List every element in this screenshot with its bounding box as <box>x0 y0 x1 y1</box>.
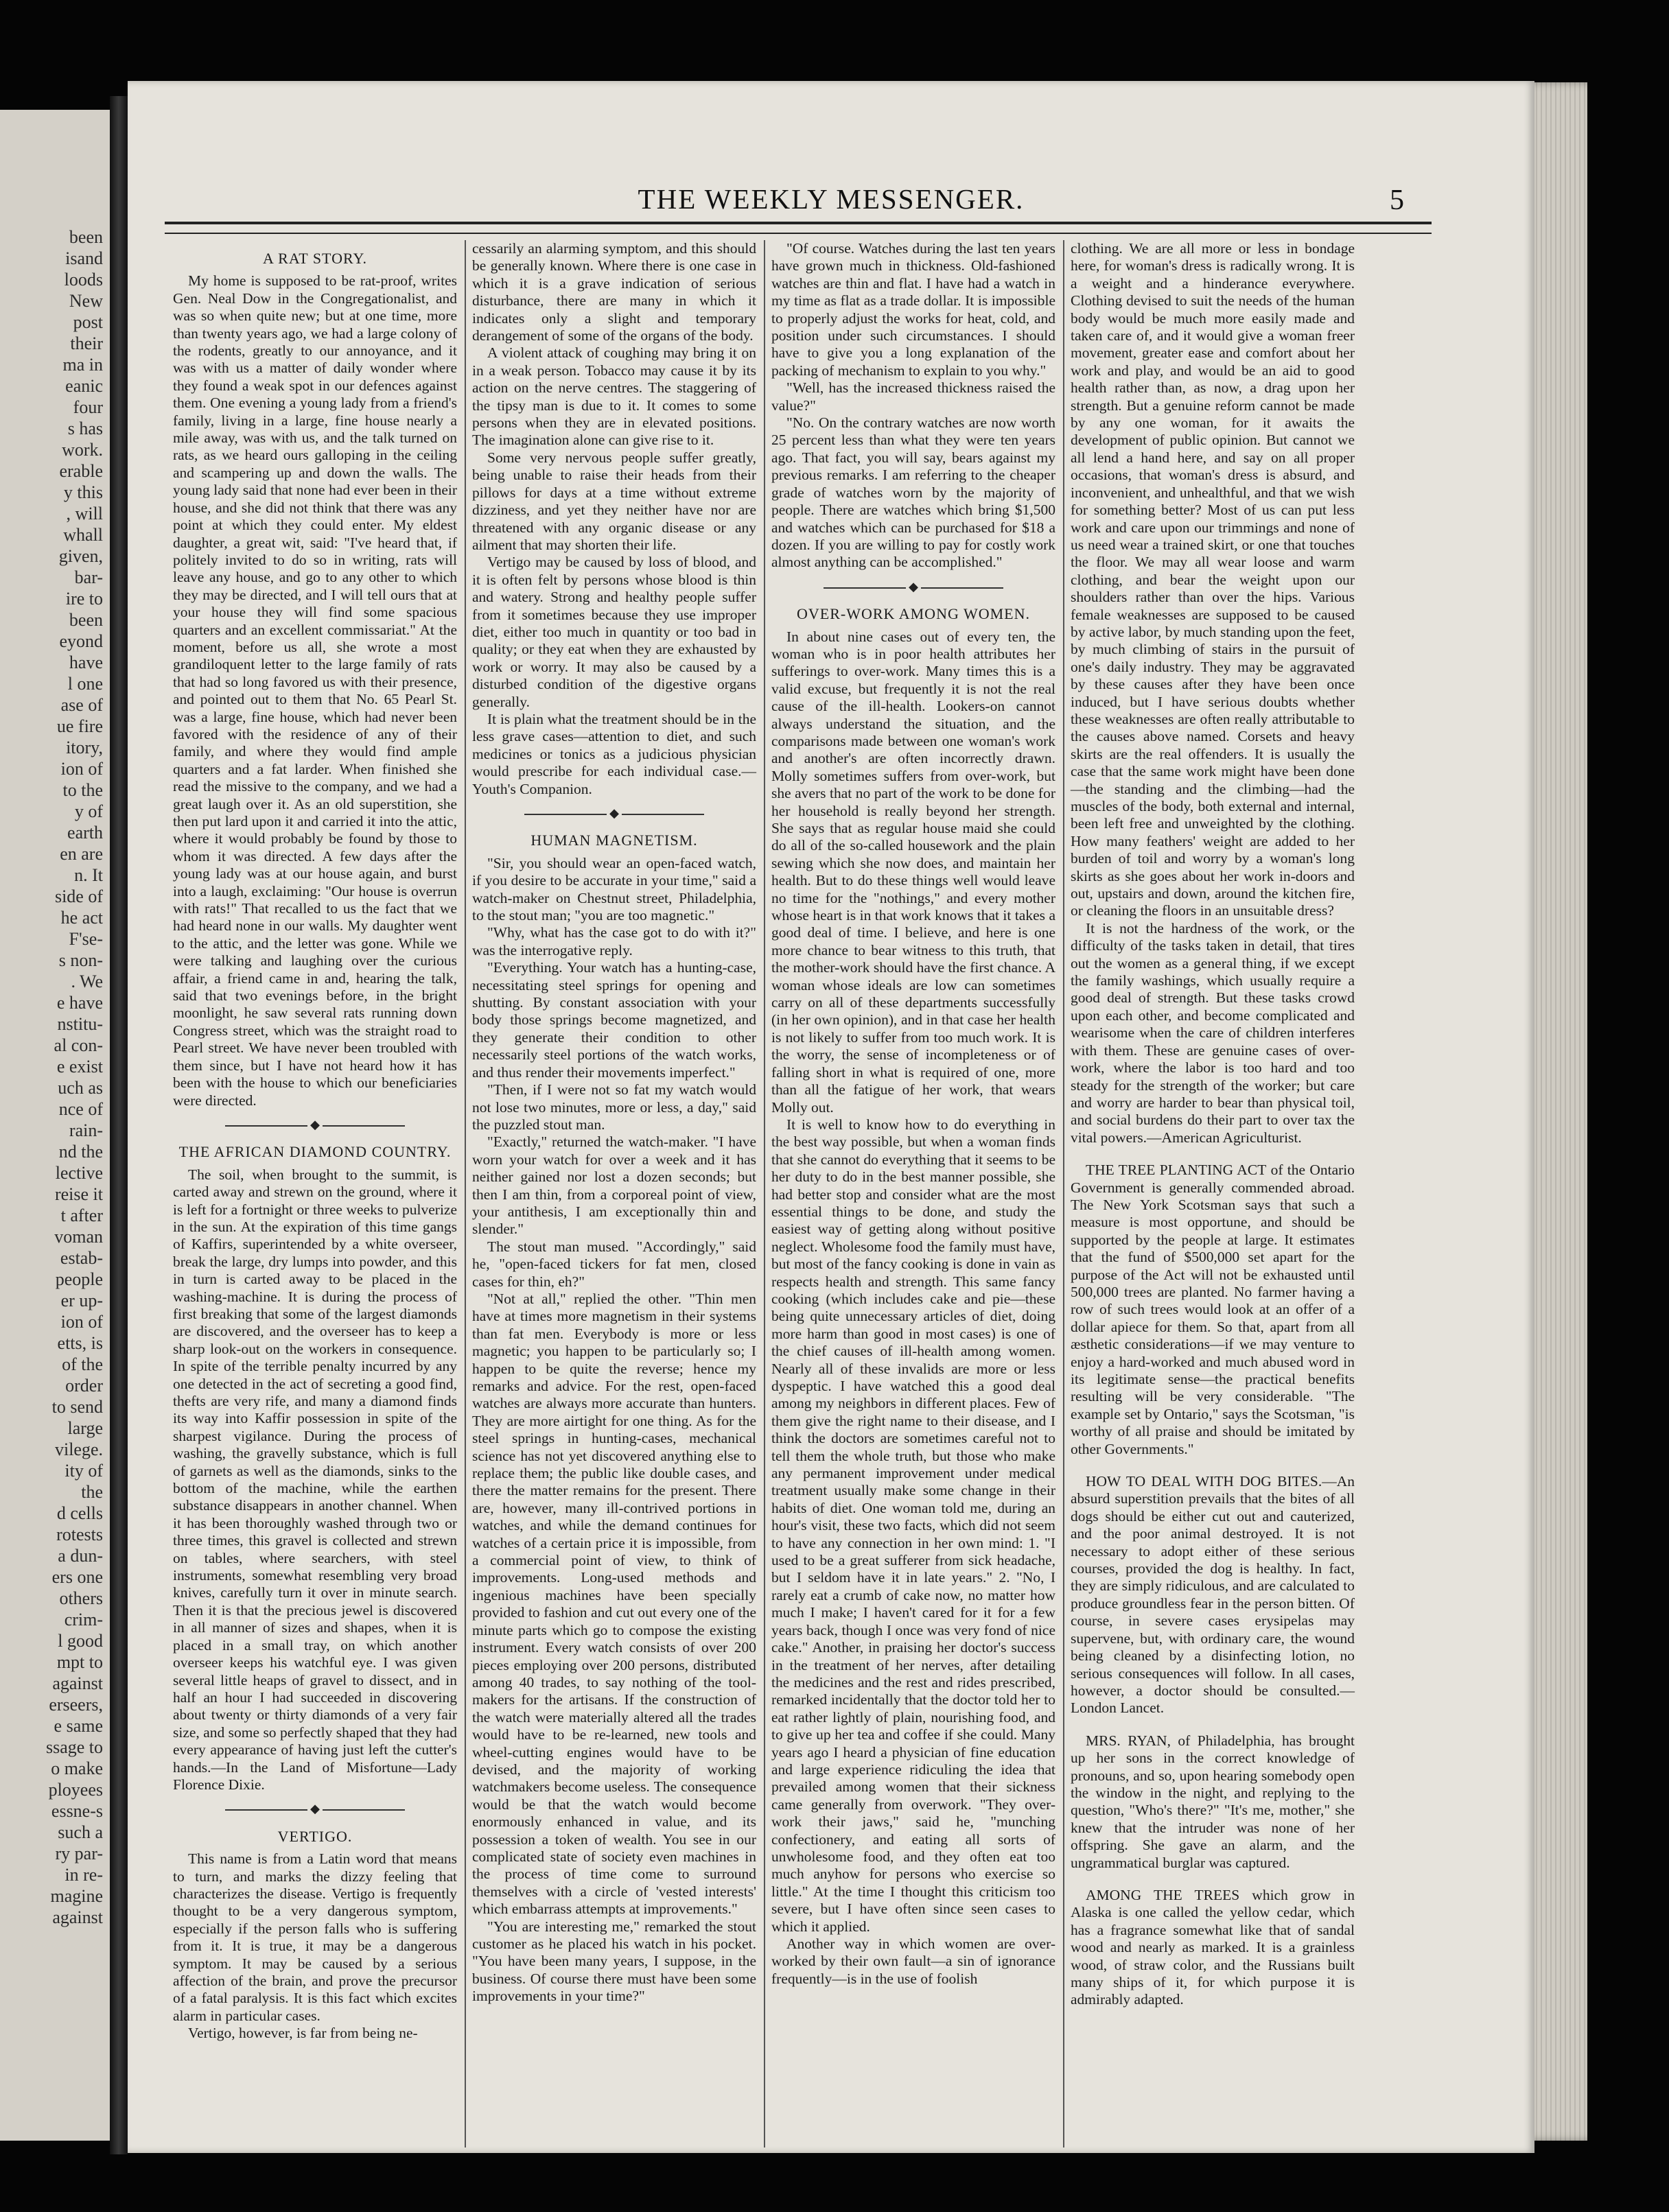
prev-page-fragment: e exist <box>56 1057 103 1076</box>
header-rule <box>165 222 1432 234</box>
paragraph-text: "Of course. Watches during the last ten years have grown much in thickness. Old-fashioned watches are thin and flat. I have had a watch in my time as flat as a trade dollar. It is impossible to properly adjust the works for heat, cold, and position under such circumstances. I should have to give you a long explanation of the packing of mechanism to explain to you why." <box>771 240 1055 379</box>
paragraph-text: —An absurd superstition prevails that the bites of all dogs should be either cut out and cauterized, and the poor animal destroyed. It is not necessary to adopt either of these serious courses, provided the dog is healthy. In fact, they are simply ridiculous, and are calculated to produce groundless fear in the person bitten. Of course, in severe cases erysipelas may supervene, but, with ordinary care, the wound being cleaned by a disinfecting lotion, no serious consequences will follow. In all cases, however, a doctor should be consulted.—London Lancet. <box>1071 1473 1355 1717</box>
paragraph-text: of the Ontario Government is generally commended abroad. The New York Scotsman says that such a measure is most opportune, and should be supported by the people at large. It estimates that the fund of $500,000 set apart for the purpose of the Act will not be exhausted until 500,000 trees are planted. No farmer having a row of such trees would look at an offer of a dollar apiece for them. So that, apart from all æsthetic considerations—if we may venture to enjoy a hard-worked and much abused word in its legitimate sense—the practical benefits resulting will be very considerable. "The example set by Ontario," says the Scotsman, "is worthy of all praise and should be imitated by other Governments." <box>1071 1162 1355 1457</box>
section-divider: ◆ <box>173 1116 457 1133</box>
article-paragraph <box>472 449 756 554</box>
article-paragraph <box>472 959 756 1081</box>
article-paragraph <box>472 855 756 925</box>
prev-page-fragment: uch as <box>58 1078 103 1098</box>
article-paragraph <box>472 1291 756 1918</box>
prev-page-fragment: ire to <box>65 589 103 609</box>
prev-page-fragment: ployees <box>48 1780 103 1800</box>
column-3 <box>771 240 1055 1988</box>
article-paragraph <box>1071 920 1355 1146</box>
column-4 <box>1071 240 1355 2009</box>
prev-page-fragment: estab- <box>60 1248 103 1268</box>
prev-page-fragment: ers one <box>51 1567 103 1587</box>
prev-page-fragment: ssage to <box>45 1737 103 1757</box>
prev-page-fragment: ion of <box>60 759 103 779</box>
article-paragraph <box>472 1133 756 1238</box>
prev-page-fragment: been <box>69 610 103 630</box>
paragraph-text: "Well, has the increased thickness raised the value?" <box>771 379 1055 414</box>
article-paragraph <box>771 240 1055 379</box>
prev-page-fragment: order <box>65 1376 103 1396</box>
prev-page-fragment: the <box>81 1482 103 1502</box>
prev-page-fragment: to the <box>62 780 103 800</box>
column-divider <box>465 240 466 2148</box>
article-paragraph <box>173 272 457 1109</box>
prev-page-fragment: lective <box>55 1163 103 1183</box>
prev-page-fragment: t after <box>60 1205 103 1225</box>
paragraph-text: "Exactly," returned the watch-maker. "I have worn your watch for over a week and it has neither gained nor lost a dozen seconds; but then I am thin, from a corporeal point of view, your antithesis, I am exceptionally thin and slender." <box>472 1133 756 1238</box>
paragraph-text: My home is supposed to be rat-proof, writes Gen. Neal Dow in the Congregationalist, and was so when quite new; but at one time, more than twenty years ago, we had a large colony of the rodents, greatly to our annoyance, and it was with us a matter of daily wonder where they found a weak spot in our defences against them. One evening a young lady from a friend's family, living in a large, fine house nearly a mile away, was with us, and the talk turned on rats, as we heard ours galloping in the ceiling and scampering up and down the walls. The young lady said that none had ever been in their house, and she did not think that there was any point at which they could enter. My eldest daughter, a great wit, said: "I've heard that, if politely invited to do so in writing, rats will leave any house, and go to any other to which they may be directed, and I will tell ours that at your house they will find some spacious quarters and an excellent commissariat." At the moment, before us all, she wrote a most grandiloquent letter to the large family of rats that had so long favored us with their presence, and pointed out to them that No. 65 Pearl St. was a large, fine house, which had never been favored with the residence of any of their family, and where they would find ample quarters and a fat larder. When finished she read the missive to the company, and we had a great laugh over it. As an old superstition, she then put lard upon it and carried it into the attic, where it would probably be found by those to whom it was directed. A few days after the young lady was at our house again, and burst into a laugh, exclaiming: "Our house is overrun with rats!" That recalled to us the fact that we had heard none in our walls. My daughter went to the attic, and the letter was gone. While we were talking and laughing over the curious affair, a friend came in and, hearing the talk, said that two evenings before, in the bright moonlight, he saw several rats running down Congress street, which was the straight road to Pearl street. We have never been troubled with them since, but I have not heard how it has been with the house to which our beneficiaries were directed. <box>173 272 457 1109</box>
column-divider <box>1063 240 1064 2148</box>
paragraph-text: It is plain what the treatment should be in the less grave cases—attention to diet, and such medicines or tonics as a judicious physician would prescribe for each individual case.—Youth's Companion. <box>472 710 756 797</box>
section-divider: ◆ <box>771 578 1055 596</box>
article-paragraph <box>1071 240 1355 920</box>
prev-page-fragment: rotests <box>56 1525 103 1544</box>
prev-page-fragment: y this <box>63 482 103 502</box>
newspaper-page <box>128 81 1534 2153</box>
prev-page-fragment: people <box>55 1269 103 1289</box>
prev-page-fragment: given, <box>58 546 103 566</box>
prev-page-fragment: e same <box>54 1716 103 1736</box>
prev-page-fragment: erseers, <box>49 1695 103 1715</box>
paragraph-text: of Philadelphia, has brought up her sons in the correct knowledge of pronouns, and so, upon hearing somebody open the window in the night, and replying to the question, "Who's there?" "It's me, mother," she knew that the intruder was none of her offspring. She gave an alarm, and the ungrammatical burglar was captured. <box>1071 1732 1355 1871</box>
prev-page-fragment: ase of <box>60 695 103 715</box>
prev-page-fragment: have <box>69 652 103 672</box>
news-item-paragraph <box>1071 1473 1355 1717</box>
prev-page-fragment: magine <box>50 1886 103 1906</box>
prev-page-fragment: ry par- <box>55 1844 103 1863</box>
item-lede: THE TREE PLANTING ACT <box>1086 1162 1267 1179</box>
prev-page-fragment: y of <box>74 801 103 821</box>
paragraph-text: It is well to know how to do everything in the best way possible, but when a woman finds that she cannot do everything that it seems to be her duty to do in the best manner possible, she had better stop and consider what are the most essential things to be done, and study the easiest way of getting along without positive neglect. Wholesome food the family must have, but most of the fancy cooking is done in vain as respects health and strength. This same fancy cooking (which includes cake and pie—these being quite unnecessary articles of diet, doing more harm than good in most cases) is one of the chief causes of ill-health among women. Nearly all of these invalids are more or less dyspeptic. I have watched this a good deal among my neighbors in different places. Few of them give the right name to their disease, and I think the doctors are sometimes careful not to tell them the whole truth, but those who make any permanent improvement under medical treatment usually make some change in their habits of diet. One woman told me, during an hour's visit, these two facts, which did not seem to have any connection in her own mind: 1. "I used to be a great sufferer from sick headache, but I seldom have it in late years." 2. "No, I rarely eat a crumb of cake now, no matter how much I make; I haven't cared for it for a few years back, though I once was very fond of nice cake." Another, in praising her doctor's success in the treatment of her nerves, after detailing the medicines and the rest and rides prescribed, remarked incidentally that the doctor told her to eat rather lightly of plain, nourishing food, and to give up her tea and coffee if she could. Many years ago I heard a physician of fine education and large experience ridiculing the idea that prevailed among women that their sickness came generally from overwork. "They over-work their jaws," said he, "munching confectionery, and eating all sorts of unwholesome food, and they often eat too much anyhow for persons who exercise so little." At the time I thought this criticism too severe, but I have often since seen cases to which it applied. <box>771 1116 1055 1935</box>
prev-page-fragment: side of <box>54 886 103 906</box>
prev-page-fragment: been <box>69 227 103 247</box>
prev-page-fragment: of the <box>62 1354 103 1374</box>
article-paragraph <box>472 554 756 711</box>
prev-page-fragment: d cells <box>56 1503 103 1523</box>
item-lede: MRS. RYAN, <box>1086 1732 1171 1749</box>
paragraph-text: "You are interesting me," remarked the stout customer as he placed his watch in his pocket. "You have been many years, I suppose, in the business. Of course there must have been some improvements in your time?" <box>472 1918 756 2005</box>
news-item-paragraph <box>1071 1887 1355 2009</box>
prev-page-fragment: ity of <box>65 1461 103 1481</box>
article-heading: OVER-WORK AMONG WOMEN. <box>797 605 1030 623</box>
paragraph-text: Vertigo may be caused by loss of blood, and it is often felt by persons whose blood is thin and watery. Strong and healthy people suffer from it sometimes because they use improper diet, either too much in quantity or too bad in quality; or they eat when they are exhausted by work or worry. It may also be caused by a disturbed condition of the digestive organs generally. <box>472 554 756 710</box>
article-paragraph <box>173 2025 457 2042</box>
paragraph-text: "Everything. Your watch has a hunting-case, necessitating steel springs for opening and shutting. By constant association with your body those springs become magnetized, and they generate their condition to other necessarily steel portions of the watch works, and thus render their movements imperfect." <box>472 959 756 1081</box>
paragraph-text: In about nine cases out of every ten, the woman who is in poor health attributes her sufferings to over-work. Many times this is a valid excuse, but frequently it is not the real cause of the ill-health. Lookers-on cannot always understand the situation, and the comparisons made between one woman's work and another's are often incorrectly drawn. Molly sometimes suffers from over-work, but she avers that no part of the work to be done for her household is really beyond her strength. She says that as regular house maid she could do all of the so-called housework and the plain sewing which she now does, and maintain her health. But to do these things well would leave no time for the "nothings," and every mother whose heart is in that work knows that it takes a good deal of time. I believe, and here is one more chance to bear witness to this truth, that the mother-work should have the first chance. A woman whose ideals are low can sometimes carry on all of these departments successfully (in her own opinion), and in that case her health is not likely to suffer from too much work. It is the worry, the sense of incompleteness or of falling short in what is required of one, more than all the fatigue of her work, that wears Molly out. <box>771 628 1055 1116</box>
prev-page-fragment: ma in <box>62 355 103 375</box>
item-lede: HOW TO DEAL WITH DOG BITES. <box>1086 1473 1322 1490</box>
prev-page-fragment: etts, is <box>57 1333 103 1353</box>
masthead-title: THE WEEKLY MESSENGER. <box>638 183 1025 215</box>
paragraph-text: cessarily an alarming symptom, and this should be generally known. Where there is one case in which it is a grave indication of serious disturbance, there are many in which it indicates only a slight and temporary derangement of some of the organs of the body. <box>472 240 756 344</box>
column-1 <box>173 240 457 2043</box>
prev-page-fragment: bar- <box>74 567 103 587</box>
paragraph-text: "Why, what has the case got to do with it?" was the interrogative reply. <box>472 924 756 958</box>
article-heading: THE AFRICAN DIAMOND COUNTRY. <box>178 1143 452 1161</box>
prev-page-fragment: , will <box>66 504 103 523</box>
column-2 <box>472 240 756 2005</box>
paragraph-text: "Then, if I were not so fat my watch would not lose two minutes, more or less, a day," said the puzzled stout man. <box>472 1081 756 1133</box>
item-lede: AMONG THE TREES <box>1086 1886 1240 1903</box>
prev-page-fragment: er up- <box>60 1291 103 1310</box>
article-paragraph <box>472 1238 756 1291</box>
prev-page-fragment: against <box>52 1907 103 1927</box>
paragraph-text: The stout man mused. "Accordingly," said he, "open-faced tickers for fat men, closed cases for thin, eh?" <box>472 1238 756 1290</box>
prev-page-fragment: he act <box>60 908 103 928</box>
prev-page-fragment: itory, <box>66 738 103 757</box>
page-number: 5 <box>1390 185 1404 216</box>
prev-page-fragment: four <box>73 397 103 417</box>
article-heading: A RAT STORY. <box>262 250 367 267</box>
paragraph-text: It is not the hardness of the work, or the difficulty of the tasks taken in detail, that tires out the women as a general thing, if we except the family washings, which usually require a good deal of strength. But these tasks crowd upon each other, and become complicated and wearisome when the care of children interferes with them. These are genuine cases of over-work, where the labor is too hard and too steady for the strength of the worker; but care and worry are harder to bear than physical toil, and social burdens do their part to over tax the vital powers.—American Agriculturist. <box>1071 919 1355 1146</box>
prev-page-fragment: earth <box>67 823 103 843</box>
article-paragraph <box>173 1166 457 1794</box>
article-paragraph <box>472 924 756 959</box>
prev-page-fragment: erable <box>59 461 103 481</box>
article-paragraph <box>472 711 756 798</box>
book-gutter <box>110 96 128 2154</box>
prev-page-fragment: a dun- <box>58 1546 103 1566</box>
paragraph-text: "No. On the contrary watches are now worth 25 percent less than what they were ten years ago. That fact, you will say, bears against my previous remarks. I am referring to the cheaper grade of watches worn by the majority of people. There are watches which bring $1,500 and watches which can be purchased for $18 a dozen. If you are willing to pay for costly work almost anything can be accomplished." <box>771 414 1055 571</box>
paragraph-text: A violent attack of coughing may bring it on in a weak person. Tobacco may cause it by its action on the nerve centres. The staggering of the tipsy man is due to it. It comes to some persons when they are in elevated positions. The imagination alone can give rise to it. <box>472 344 756 449</box>
prev-page-fragment: others <box>59 1588 103 1608</box>
article-paragraph <box>771 628 1055 1116</box>
paragraph-text: clothing. We are all more or less in bondage here, for woman's dress is radically wrong. It is a weight and a hinderance everywhere. Clothing devised to suit the needs of the human body would be much more easily made and taken care of, and it would give a woman freer movement, greater ease and comfort about her work and play, and would be an aid to good health rather than, as now, a drag upon her strength. But a genuine reform cannot be made by any one woman, for it awaits the development of public opinion. But cannot we all lend a hand here, and say on all proper occasions, that woman's dress is absurd, and inconvenient, and unhealthful, and that we wish for something better? Most of us can put less work and care upon our trimmings and none of us need wear a trained skirt, or one that touches the floor. We may all wear loose and warm clothing, and bear the weight upon our shoulders rather than over the hips. Various female weaknesses are supposed to be caused by active labor, by much standing upon the feet, by much climbing of stairs in the pursuit of one's daily industry. They may be aggravated by these causes after they have been once induced, but I have serious doubts whether these weaknesses are often really attributable to the causes above named. Corsets and heavy skirts are the real offenders. It is usually the case that the same work might have been done—the standing and the climbing—had the muscles of the body, both external and internal, been left free and unweighted by the clothing. How many feathers' weight are added to her burden of toil and worry by a woman's long skirts as she goes about her work in-doors and out, upstairs and down, around the kitchen fire, or cleaning the floors in an unsuitable dress? <box>1071 240 1355 919</box>
section-divider: ◆ <box>472 805 756 822</box>
prev-page-fragment: voman <box>54 1227 103 1247</box>
prev-page-fragment: whall <box>63 525 103 545</box>
prev-page-fragment: nstitu- <box>57 1014 103 1034</box>
column-divider <box>764 240 765 2148</box>
prev-page-fragment: reise it <box>54 1184 103 1204</box>
prev-page-fragment: . We <box>71 972 103 991</box>
prev-page-fragment: in re- <box>65 1865 103 1885</box>
prev-page-fragment: F'se- <box>69 929 103 949</box>
prev-page-fragment: post <box>73 312 103 332</box>
prev-page-fragment: s non- <box>58 950 103 970</box>
news-item-paragraph <box>1071 1162 1355 1458</box>
prev-page-fragment: such a <box>58 1822 103 1842</box>
prev-page-fragment: nd the <box>58 1142 103 1162</box>
paragraph-text: "Sir, you should wear an open-faced watch, if you desire to be accurate in your time," said a watch-maker on Chestnut street, Philadelphia, to the stout man; "you are too magnetic." <box>472 854 756 924</box>
prev-page-fragment: ue fire <box>56 716 103 736</box>
prev-page-fragment: vilege. <box>54 1439 103 1459</box>
prev-page-fragment: e have <box>56 993 103 1013</box>
prev-page-fragment: o make <box>51 1758 103 1778</box>
paragraph-text: "Not at all," replied the other. "Thin men have at times more magnetism in their systems than fat men. Everybody is more or less magnetic; you happen to be particularly so; I happen to be quite the reverse; hence my remarks and advice. For the rest, open-faced watches are always more accurate than hunters. They are more airtight for one thing. As for the steel springs in hunting-cases, mechanical science has not yet discovered anything else to replace them; the public like double cases, and there the matter remains for the present. There are, however, many ill-contrived portions in watches, and while the demand continues for watches of a certain price it is impossible, from a commercial point of view, to think of improvements. Long-used methods and ingenious machines have been specially provided to fashion and cut out every one of the minute parts which go to compose the existing instrument. Every watch consists of over 200 pieces employing over 200 persons, distributed among 40 trades, to say nothing of the tool-makers for the artisans. If the construction of the watch were materially altered all the trades would have to be re-learned, new tools and wheel-cutting engines would have to be devised, and the majority of working watchmakers become useless. The consequence would be that the watch would become enormously enhanced in value, and its possession a token of wealth. You see in our complicated state of society even machines in the process of time come to surround themselves with a circle of 'vested interests' which embarrass attempts at improvements." <box>472 1290 756 1918</box>
prev-page-fragment: eanic <box>65 376 103 396</box>
article-paragraph <box>771 379 1055 414</box>
prev-page-fragment: s has <box>67 419 103 438</box>
prev-page-fragment: n. It <box>74 865 103 885</box>
article-paragraph <box>472 240 756 344</box>
prev-page-fragment: nce of <box>58 1099 103 1119</box>
prev-page-fragment: crim- <box>64 1610 103 1629</box>
article-paragraph <box>472 1918 756 2005</box>
paragraph-text: Another way in which women are over-worked by their own fault—a sin of ignorance frequently—is in the use of foolish <box>771 1936 1055 1987</box>
prev-page-fragment: isand <box>65 248 103 268</box>
article-paragraph <box>771 1116 1055 1936</box>
prev-page-fragment: ion of <box>60 1312 103 1332</box>
prev-page-fragment: l one <box>67 674 103 694</box>
prev-page-fragment: eyond <box>59 631 103 651</box>
paragraph-text: which grow in Alaska is one called the yellow cedar, which has a fragrance somewhat like that of sandal wood and nearly as marked. It is a grainless wood, of straw color, and the Russians built many ships of it, for which purpose it is admirably adapted. <box>1071 1886 1355 2008</box>
article-heading: VERTIGO. <box>277 1827 353 1845</box>
prev-page-fragment: loods <box>64 270 103 290</box>
previous-page-text-fragments <box>0 226 103 1928</box>
prev-page-fragment: en are <box>60 844 103 864</box>
paragraph-text: Vertigo, however, is far from being ne- <box>188 2025 418 2042</box>
article-paragraph <box>173 1850 457 2025</box>
prev-page-fragment: al con- <box>54 1035 103 1055</box>
section-divider: ◆ <box>173 1800 457 1817</box>
paragraph-text: The soil, when brought to the summit, is carted away and strewn on the ground, where it is left for a fortnight or three weeks to pulverize in the sun. At the expiration of this time gangs of Kaffirs, superintended by a white overseer, break the large, dry lumps into powder, and this in turn is carted away to be placed in the washing-machine. It is during the process of first breaking that some of the largest diamonds are discovered, and the overseer has to keep a sharp look-out on the workers in consequence. In spite of the terrible penalty incurred by any one detected in the act of secreting a good find, thefts are very rife, and many a diamond finds its way into Kaffir possession in spite of the sharpest vigilance. During the process of washing, the gravelly substance, which is full of garnets as well as the diamonds, sinks to the bottom of the machine, while the earthen substance disappears in another channel. When it has been thoroughly washed through two or three times, this gravel is collected and strewn on tables, where searchers, with steel instruments, somewhat resembling very broad knives, carefully turn it over in minute search. Then it is that the precious jewel is discovered in all manner of sizes and shapes, when it is placed in a small tray, on which another overseer keeps his watchful eye. I was given several little heaps of gravel to dissect, and in half an hour I had succeeded in discovering about twenty or thirty diamonds of a very fair size, and some so perfectly shaped that they had every appearance of having just left the cutter's hands.—In the Land of Misfortune—Lady Florence Dixie. <box>173 1166 457 1793</box>
article-paragraph <box>472 344 756 449</box>
prev-page-fragment: their <box>70 333 103 353</box>
prev-page-fragment: work. <box>62 440 103 460</box>
previous-page-edge <box>0 110 115 2141</box>
prev-page-fragment: rain- <box>69 1120 103 1140</box>
article-paragraph <box>771 1936 1055 1988</box>
prev-page-fragment: against <box>52 1673 103 1693</box>
prev-page-fragment: essne-s <box>51 1801 103 1821</box>
paragraph-text: This name is from a Latin word that means to turn, and marks the dizzy feeling that characterizes the disease. Vertigo is frequently thought to be a very dangerous symptom, especially if the person falls who is suffering from it. It is true, it may be a dangerous symptom. It may be caused by a serious affection of the brain, and prove the precursor of a fatal paralysis. It is this fact which excites alarm in particular cases. <box>173 1850 457 2024</box>
prev-page-fragment: New <box>69 291 103 311</box>
paragraph-text: Some very nervous people suffer greatly, being unable to raise their heads from their pillows for days at a time without extreme dizziness, and yet they neither have nor are threatened with any organic disease or any ailment that may shorten their life. <box>472 449 756 553</box>
prev-page-fragment: to send <box>51 1397 103 1417</box>
article-paragraph <box>472 1081 756 1133</box>
prev-page-fragment: large <box>67 1418 103 1438</box>
prev-page-fragment: l good <box>58 1631 103 1651</box>
article-heading: HUMAN MAGNETISM. <box>530 832 698 849</box>
article-paragraph <box>771 414 1055 572</box>
news-item-paragraph <box>1071 1732 1355 1872</box>
prev-page-fragment: mpt to <box>56 1652 103 1672</box>
